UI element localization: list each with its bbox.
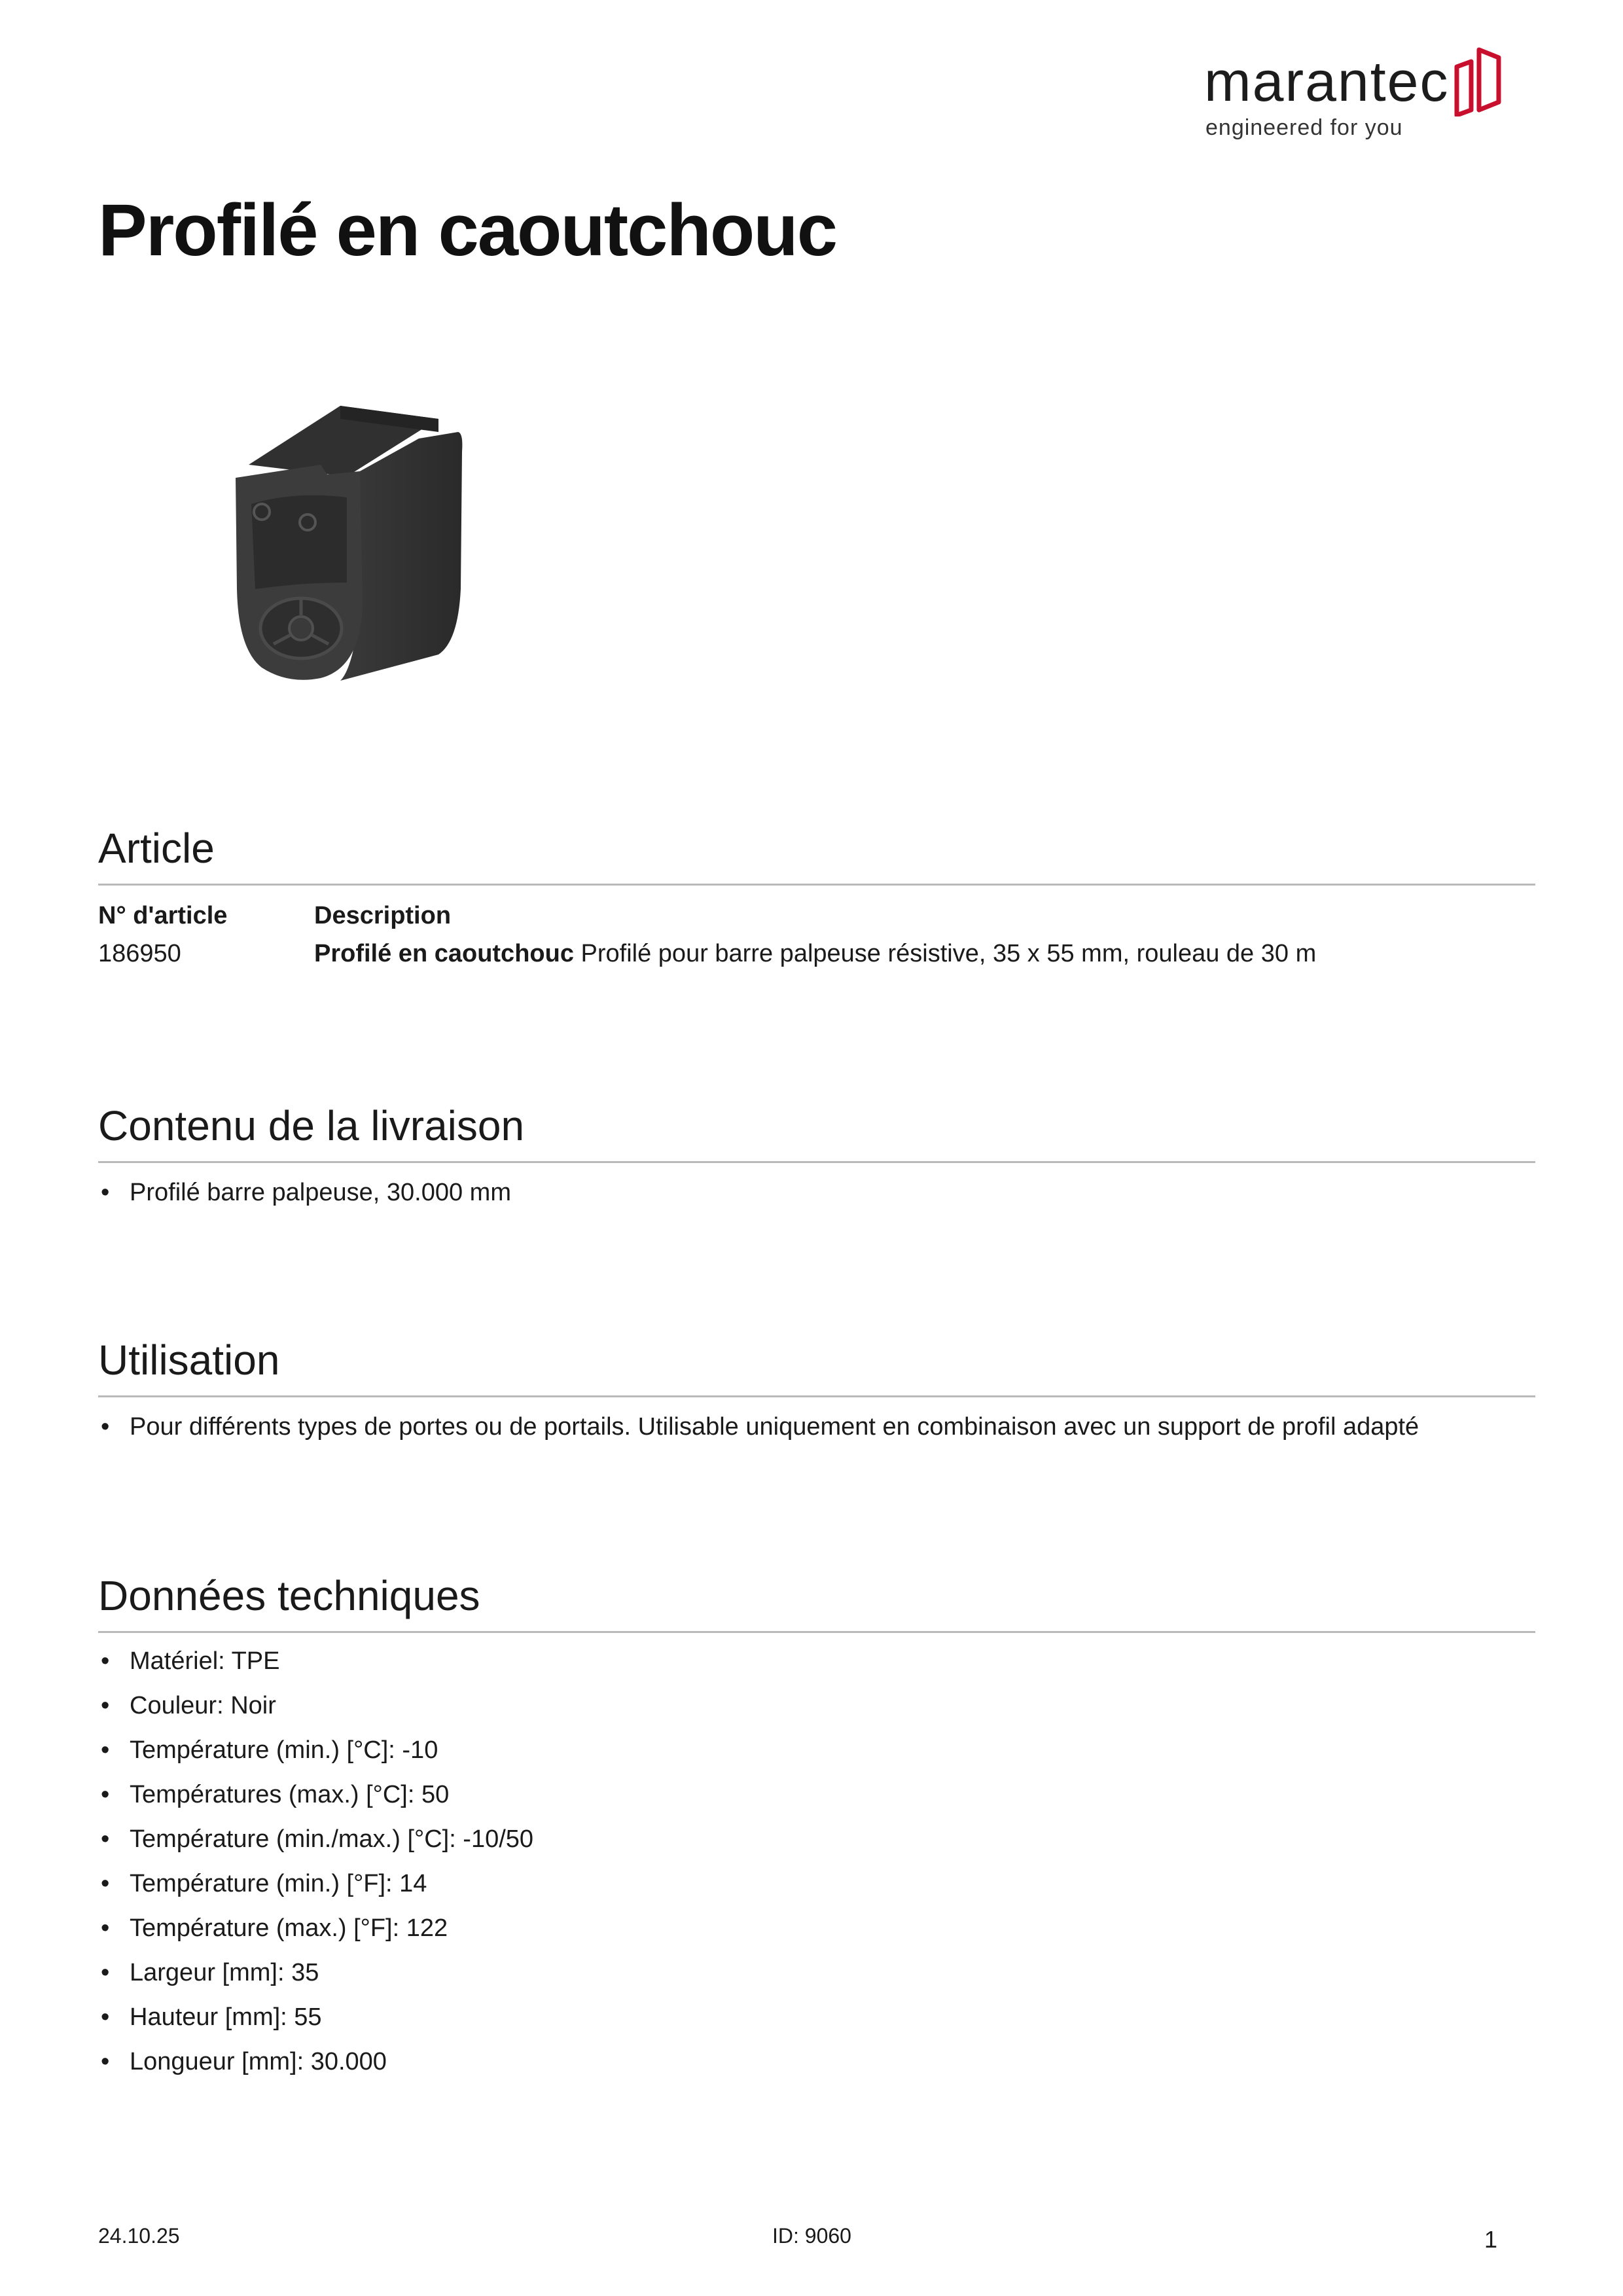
product-image <box>223 393 471 681</box>
usage-list <box>98 1405 1419 1449</box>
article-divider <box>98 884 1535 886</box>
footer-id: ID: 9060 <box>772 2224 851 2248</box>
list-item: • Température (min.) [°F]: 14 <box>101 1870 427 1897</box>
list-item: • Température (min.) [°C]: -10 <box>101 1736 438 1764</box>
delivery-heading: Contenu de la livraison <box>98 1102 525 1149</box>
list-item: • Profilé barre palpeuse, 30.000 mm <box>101 1179 511 1206</box>
page-title: Profilé en caoutchouc <box>98 189 836 271</box>
article-description <box>314 941 1316 966</box>
usage-heading: Utilisation <box>98 1336 280 1384</box>
list-item: • Hauteur [mm]: 55 <box>101 2003 322 2031</box>
usage-divider <box>98 1395 1535 1397</box>
technical-divider <box>98 1631 1535 1633</box>
article-description-text: Profilé pour barre palpeuse résistive, 35 x 55 mm, rouleau de 30 m <box>580 940 1317 967</box>
brand-name: marantec <box>1204 50 1450 113</box>
list-item: • Longueur [mm]: 30.000 <box>101 2048 387 2075</box>
technical-heading: Données techniques <box>98 1572 480 1619</box>
article-description-header: Description <box>314 902 452 929</box>
footer-date: 24.10.25 <box>98 2224 180 2248</box>
list-item: • Pour différents types de portes ou de portails. Utilisable uniquement en combinaison avec un support de profil adapté <box>101 1413 1419 1441</box>
list-item: • Couleur: Noir <box>101 1692 276 1719</box>
article-number-header: N° d'article <box>98 902 228 929</box>
article-description-bold: Profilé en caoutchouc <box>314 940 574 967</box>
list-item: • Largeur [mm]: 35 <box>101 1959 319 1986</box>
list-item: • Matériel: TPE <box>101 1647 280 1675</box>
delivery-list <box>98 1170 511 1215</box>
page-number: 1 <box>1484 2226 1498 2253</box>
delivery-divider <box>98 1161 1535 1163</box>
list-item: • Température (min./max.) [°C]: -10/50 <box>101 1825 534 1853</box>
article-number: 186950 <box>98 940 181 967</box>
article-heading: Article <box>98 825 215 872</box>
technical-list <box>98 1639 533 2084</box>
brand-logo <box>1204 41 1505 152</box>
list-item: • Température (max.) [°F]: 122 <box>101 1914 448 1942</box>
brand-mark-icon <box>1453 45 1503 117</box>
list-item: • Températures (max.) [°C]: 50 <box>101 1781 450 1808</box>
brand-tagline: engineered for you <box>1205 115 1403 140</box>
